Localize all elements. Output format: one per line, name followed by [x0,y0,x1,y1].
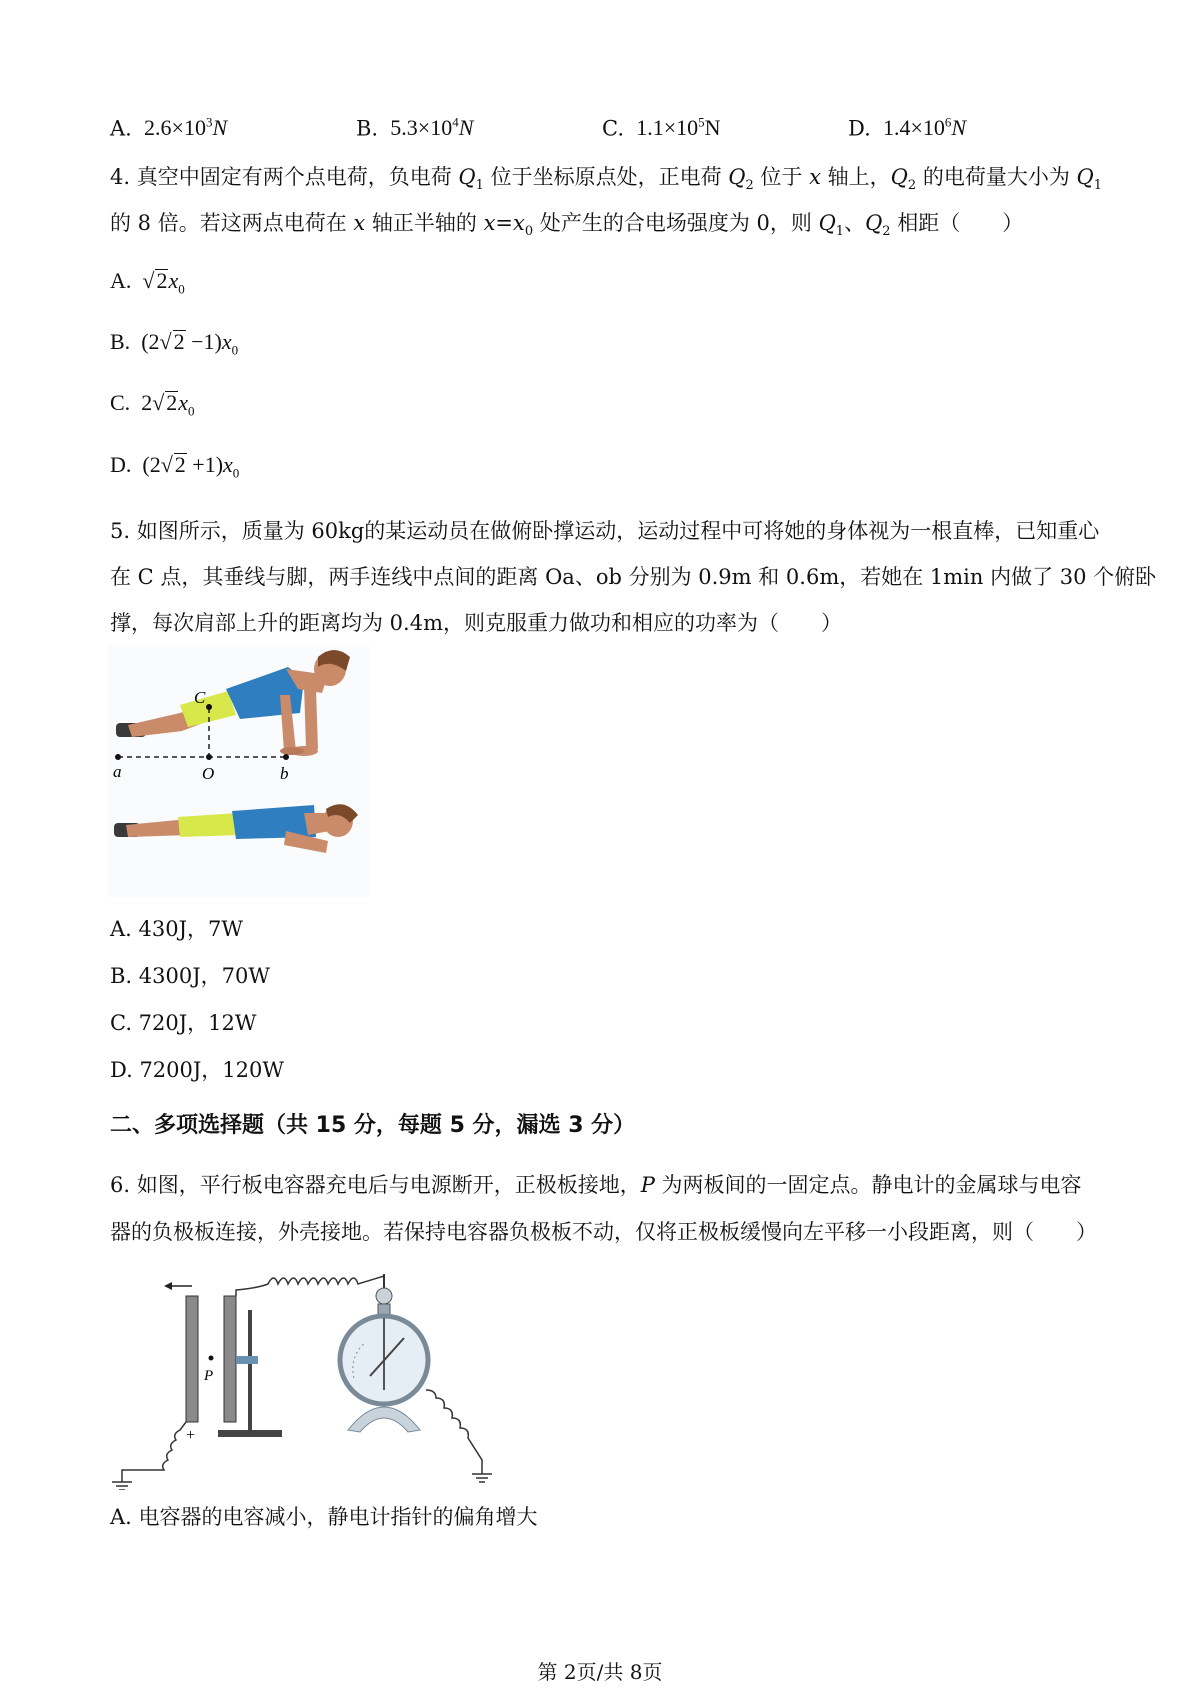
negative-plate [224,1296,236,1422]
point-b [283,754,289,760]
q6-stem-line1: 6. 如图，平行板电容器充电后与电源断开，正极板接地，P 为两板间的一固定点。静电计的金属球与电容 [110,1173,1082,1197]
point-a [115,754,121,760]
pushup-figure [108,645,370,897]
label-o: O [202,764,215,783]
q3-option-b[interactable] [356,108,473,143]
q4-stem-line2: 的 8 倍。若这两点电荷在 x 轴正半轴的 $x=x_0$ 处产生的合电场强度为 0，则 $Q_1$、$Q_2$ 相距（ ） [110,211,1024,240]
option-value: $5.3\times 10^4N$ [390,115,474,141]
q5-stem-line3: 撑，每次肩部上升的距离均为 0.4m，则克服重力做功和相应的功率为（ ） [110,611,842,635]
option-label: B. [356,116,379,141]
q3-option-c[interactable] [602,108,721,143]
option-value: $2.6\times 10^3N$ [144,115,228,141]
ground-wire-left [122,1422,186,1482]
section-heading: 二、多项选择题（共 15 分，每题 5 分，漏选 3 分） [110,1113,636,1138]
q5-option-c[interactable]: C. 720J，12W [110,1011,257,1035]
stand-clamp [236,1356,258,1364]
q5-option-a[interactable]: A. 430J，7W [110,917,243,941]
electroscope-ball [376,1288,392,1304]
q3-option-d[interactable] [848,108,966,143]
label-a: a [113,762,122,781]
q3-option-a[interactable] [110,108,227,143]
q4-stem-line1: 4. 真空中固定有两个点电荷，负电荷 $Q_1$ 位于坐标原点处，正电荷 $Q_2$ 位于 x 轴上，$Q_2$ 的电荷量大小为 $Q_1$ [110,165,1102,194]
electroscope-stand [348,1407,420,1432]
q5-option-b[interactable]: B. 4300J，70W [110,964,270,988]
q4-option-a[interactable]: A. $√2x_0$ [110,268,185,297]
positive-plate [186,1296,198,1422]
point-o [206,754,212,760]
option-value: $1.4\times 10^6N$ [882,115,967,141]
point-c [206,704,212,710]
label-b: b [280,764,289,783]
capacitor-electroscope-figure [108,1260,548,1490]
q4-option-c[interactable]: C. $2√2x_0$ [110,390,195,419]
label-plus: + [186,1427,196,1444]
q5-stem-line2: 在 C 点，其垂线与脚，两手连线中点间的距离 Oa、ob 分别为 0.9m 和 0.6m，若她在 1min 内做了 30 个俯卧 [110,565,1157,589]
q4-option-b[interactable]: B. $(2√2 -1)x_0$ [110,329,239,358]
label-p: P [204,1368,214,1384]
q5-stem-line1: 5. 如图所示，质量为 60kg的某运动员在做俯卧撑运动，运动过程中可将她的身体视为一根直棒，已知重心 [110,519,1100,543]
label-c: C [194,688,206,707]
option-value: $1.1\times 10^5N$ [636,115,721,141]
option-label: D. [848,116,871,141]
connecting-wire [236,1276,384,1296]
option-label: A. [110,116,132,141]
ground-wire-right [426,1390,482,1474]
q6-option-a[interactable]: A. 电容器的电容减小，静电计指针的偏角增大 [110,1505,538,1529]
q4-option-d[interactable]: D. $(2√2 +1)x_0$ [110,452,240,481]
point-p [209,1356,214,1361]
page-number: 第 2页/共 8页 [537,1660,663,1684]
q6-stem-line2: 器的负极板连接，外壳接地。若保持电容器负极板不动，仅将正极板缓慢向左平移一小段距离，则（ ） [110,1220,1097,1244]
option-label: C. [602,116,624,141]
stand-base [218,1430,282,1437]
q5-option-d[interactable]: D. 7200J，120W [110,1058,284,1082]
